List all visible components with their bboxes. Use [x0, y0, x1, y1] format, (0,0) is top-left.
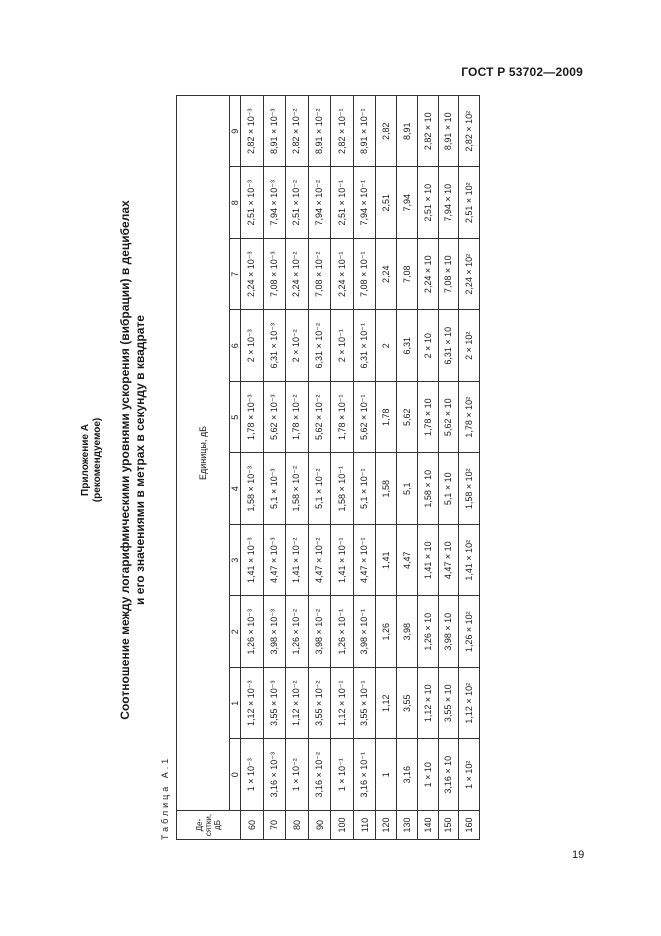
- value-cell: 3,55 × 10: [438, 668, 459, 740]
- value-cell: 7,94 × 10: [438, 167, 459, 239]
- value-cell: 7,08 × 10⁻³: [263, 239, 286, 311]
- table-heading: [118, 80, 148, 840]
- value-cell: 2,82 × 10⁻³: [241, 96, 264, 168]
- value-cell: 8,91 × 10⁻³: [263, 96, 286, 168]
- value-cell: 1 × 10²: [459, 739, 480, 811]
- value-cell: 3,98 × 10⁻³: [263, 596, 286, 668]
- unit-column-header: 2: [230, 596, 241, 668]
- value-cell: 5,1 × 10⁻¹: [353, 453, 376, 525]
- value-cell: 2,82 × 10⁻²: [286, 96, 309, 168]
- value-cell: 4,47 × 10⁻²: [308, 525, 331, 597]
- value-cell: 4,47: [397, 525, 418, 597]
- unit-column-header: 3: [230, 525, 241, 597]
- value-cell: 1 × 10⁻³: [241, 739, 264, 811]
- value-cell: 3,55 × 10⁻²: [308, 668, 331, 740]
- table-row: [353, 96, 376, 840]
- value-cell: 1,26 × 10⁻³: [241, 596, 264, 668]
- value-cell: 2,51 × 10⁻³: [241, 167, 264, 239]
- value-cell: 5,62 × 10: [438, 382, 459, 454]
- value-cell: 1,12 × 10⁻²: [286, 668, 309, 740]
- value-cell: 1,12 × 10⁻³: [241, 668, 264, 740]
- value-cell: 7,08 × 10⁻²: [308, 239, 331, 311]
- value-cell: 5,1 × 10⁻³: [263, 453, 286, 525]
- value-cell: 8,91 × 10: [438, 96, 459, 168]
- unit-column-header: 4: [230, 453, 241, 525]
- value-cell: 1,78 × 10⁻³: [241, 382, 264, 454]
- value-cell: 1: [376, 739, 397, 811]
- decades-header: [177, 811, 241, 840]
- value-cell: 1,58 × 10⁻¹: [331, 453, 354, 525]
- decade-cell: 150: [438, 811, 459, 840]
- value-cell: 5,62: [397, 382, 418, 454]
- value-cell: 4,47 × 10: [438, 525, 459, 597]
- value-cell: 3,98: [397, 596, 418, 668]
- table-row: [241, 96, 264, 840]
- value-cell: 3,16 × 10⁻¹: [353, 739, 376, 811]
- value-cell: 1,58 × 10: [417, 453, 438, 525]
- value-cell: 1,58: [376, 453, 397, 525]
- value-cell: 2 × 10²: [459, 310, 480, 382]
- value-cell: 2,51 × 10⁻¹: [331, 167, 354, 239]
- value-cell: 5,1 × 10: [438, 453, 459, 525]
- table-row: [308, 96, 331, 840]
- value-cell: 1 × 10: [417, 739, 438, 811]
- value-cell: 3,55 × 10⁻³: [263, 668, 286, 740]
- value-cell: 2,51 × 10²: [459, 167, 480, 239]
- value-cell: 5,62 × 10⁻³: [263, 382, 286, 454]
- value-cell: 6,31: [397, 310, 418, 382]
- value-cell: 2 × 10⁻¹: [331, 310, 354, 382]
- value-cell: 6,31 × 10⁻¹: [353, 310, 376, 382]
- decade-cell: 130: [397, 811, 418, 840]
- value-cell: 1,41: [376, 525, 397, 597]
- value-cell: 1,26 × 10: [417, 596, 438, 668]
- conversion-table: [176, 95, 480, 840]
- value-cell: 3,98 × 10⁻¹: [353, 596, 376, 668]
- value-cell: 1,26 × 10⁻¹: [331, 596, 354, 668]
- value-cell: 6,31 × 10: [438, 310, 459, 382]
- decades-header-line: сятки,: [204, 813, 213, 837]
- value-cell: 8,91 × 10⁻²: [308, 96, 331, 168]
- value-cell: 1,12 × 10: [417, 668, 438, 740]
- table-row: [397, 96, 418, 840]
- value-cell: 7,94 × 10⁻²: [308, 167, 331, 239]
- value-cell: 7,94 × 10⁻¹: [353, 167, 376, 239]
- header-row-top: [177, 96, 230, 840]
- value-cell: 1,41 × 10⁻³: [241, 525, 264, 597]
- value-cell: 2 × 10⁻³: [241, 310, 264, 382]
- decade-cell: 140: [417, 811, 438, 840]
- heading-line-1: Соотношение между логарифмическими уровнями ускорения (вибрации) в децибелах: [118, 200, 132, 720]
- value-cell: 3,98 × 10⁻²: [308, 596, 331, 668]
- value-cell: 7,08 × 10: [438, 239, 459, 311]
- value-cell: 1,78 × 10: [417, 382, 438, 454]
- value-cell: 4,47 × 10⁻¹: [353, 525, 376, 597]
- decade-cell: 60: [241, 811, 264, 840]
- decade-cell: 70: [263, 811, 286, 840]
- value-cell: 2,24 × 10⁻¹: [331, 239, 354, 311]
- value-cell: 1,26 × 10⁻²: [286, 596, 309, 668]
- value-cell: 1,58 × 10²: [459, 453, 480, 525]
- value-cell: 2,24: [376, 239, 397, 311]
- value-cell: 2,24 × 10²: [459, 239, 480, 311]
- unit-column-header: 8: [230, 167, 241, 239]
- value-cell: 4,47 × 10⁻³: [263, 525, 286, 597]
- units-header: Единицы, дБ: [177, 96, 230, 811]
- value-cell: 1,12 × 10²: [459, 668, 480, 740]
- value-cell: 6,31 × 10⁻³: [263, 310, 286, 382]
- unit-column-header: 9: [230, 96, 241, 168]
- value-cell: 8,91 × 10⁻¹: [353, 96, 376, 168]
- value-cell: 2,24 × 10: [417, 239, 438, 311]
- value-cell: 5,62 × 10⁻²: [308, 382, 331, 454]
- value-cell: 1 × 10⁻²: [286, 739, 309, 811]
- table-row: [331, 96, 354, 840]
- value-cell: 2: [376, 310, 397, 382]
- appendix-title: Приложение А: [80, 424, 91, 496]
- value-cell: 1,41 × 10⁻¹: [331, 525, 354, 597]
- heading-line-2: и его значениями в метрах в секунду в квадрате: [133, 315, 147, 605]
- decades-header-line: дБ: [213, 820, 222, 830]
- unit-column-header: 7: [230, 239, 241, 311]
- table-row: [263, 96, 286, 840]
- table-row: [286, 96, 309, 840]
- value-cell: 1,26 × 10²: [459, 596, 480, 668]
- value-cell: 2,82: [376, 96, 397, 168]
- unit-column-header: 1: [230, 668, 241, 740]
- value-cell: 1,58 × 10⁻³: [241, 453, 264, 525]
- value-cell: 2,82 × 10⁻¹: [331, 96, 354, 168]
- value-cell: 7,94 × 10⁻³: [263, 167, 286, 239]
- value-cell: 1,58 × 10⁻²: [286, 453, 309, 525]
- value-cell: 5,1: [397, 453, 418, 525]
- table-row: [376, 96, 397, 840]
- value-cell: 3,16 × 10⁻²: [308, 739, 331, 811]
- value-cell: 7,08: [397, 239, 418, 311]
- value-cell: 1,26: [376, 596, 397, 668]
- value-cell: 2,51 × 10⁻²: [286, 167, 309, 239]
- standard-number: ГОСТ Р 53702—2009: [461, 65, 583, 79]
- value-cell: 3,55 × 10⁻¹: [353, 668, 376, 740]
- value-cell: 1,41 × 10: [417, 525, 438, 597]
- value-cell: 2,82 × 10²: [459, 96, 480, 168]
- decade-cell: 120: [376, 811, 397, 840]
- header-row-units: [230, 96, 241, 840]
- decade-cell: 100: [331, 811, 354, 840]
- decades-header-line: Де-: [195, 818, 204, 832]
- rotated-content: [80, 80, 480, 840]
- appendix-subtitle: (рекомендуемое): [92, 417, 103, 503]
- table-label: Таблица А.1: [160, 755, 170, 840]
- value-cell: 1,78 × 10²: [459, 382, 480, 454]
- value-cell: 3,98 × 10: [438, 596, 459, 668]
- value-cell: 1,41 × 10²: [459, 525, 480, 597]
- value-cell: 3,16: [397, 739, 418, 811]
- value-cell: 2,51 × 10: [417, 167, 438, 239]
- value-cell: 2,24 × 10⁻³: [241, 239, 264, 311]
- value-cell: 3,55: [397, 668, 418, 740]
- value-cell: 1,78: [376, 382, 397, 454]
- table-body: [241, 96, 480, 840]
- value-cell: 1,12 × 10⁻¹: [331, 668, 354, 740]
- value-cell: 1,12: [376, 668, 397, 740]
- table-row: [438, 96, 459, 840]
- value-cell: 7,08 × 10⁻¹: [353, 239, 376, 311]
- value-cell: 2,24 × 10⁻²: [286, 239, 309, 311]
- value-cell: 2,51: [376, 167, 397, 239]
- table-row: [417, 96, 438, 840]
- value-cell: 3,16 × 10: [438, 739, 459, 811]
- value-cell: 1 × 10⁻¹: [331, 739, 354, 811]
- value-cell: 8,91: [397, 96, 418, 168]
- unit-column-header: 5: [230, 382, 241, 454]
- value-cell: 1,78 × 10⁻¹: [331, 382, 354, 454]
- value-cell: 6,31 × 10⁻²: [308, 310, 331, 382]
- value-cell: 2,82 × 10: [417, 96, 438, 168]
- page-number: 19: [572, 849, 585, 861]
- value-cell: 2 × 10: [417, 310, 438, 382]
- decade-cell: 110: [353, 811, 376, 840]
- decade-cell: 90: [308, 811, 331, 840]
- value-cell: 1,41 × 10⁻²: [286, 525, 309, 597]
- value-cell: 5,62 × 10⁻¹: [353, 382, 376, 454]
- value-cell: 5,1 × 10⁻²: [308, 453, 331, 525]
- value-cell: 1,78 × 10⁻²: [286, 382, 309, 454]
- decade-cell: 160: [459, 811, 480, 840]
- unit-column-header: 6: [230, 310, 241, 382]
- unit-column-header: 0: [230, 739, 241, 811]
- table-row: [459, 96, 480, 840]
- value-cell: 3,16 × 10⁻³: [263, 739, 286, 811]
- value-cell: 7,94: [397, 167, 418, 239]
- value-cell: 2 × 10⁻²: [286, 310, 309, 382]
- decade-cell: 80: [286, 811, 309, 840]
